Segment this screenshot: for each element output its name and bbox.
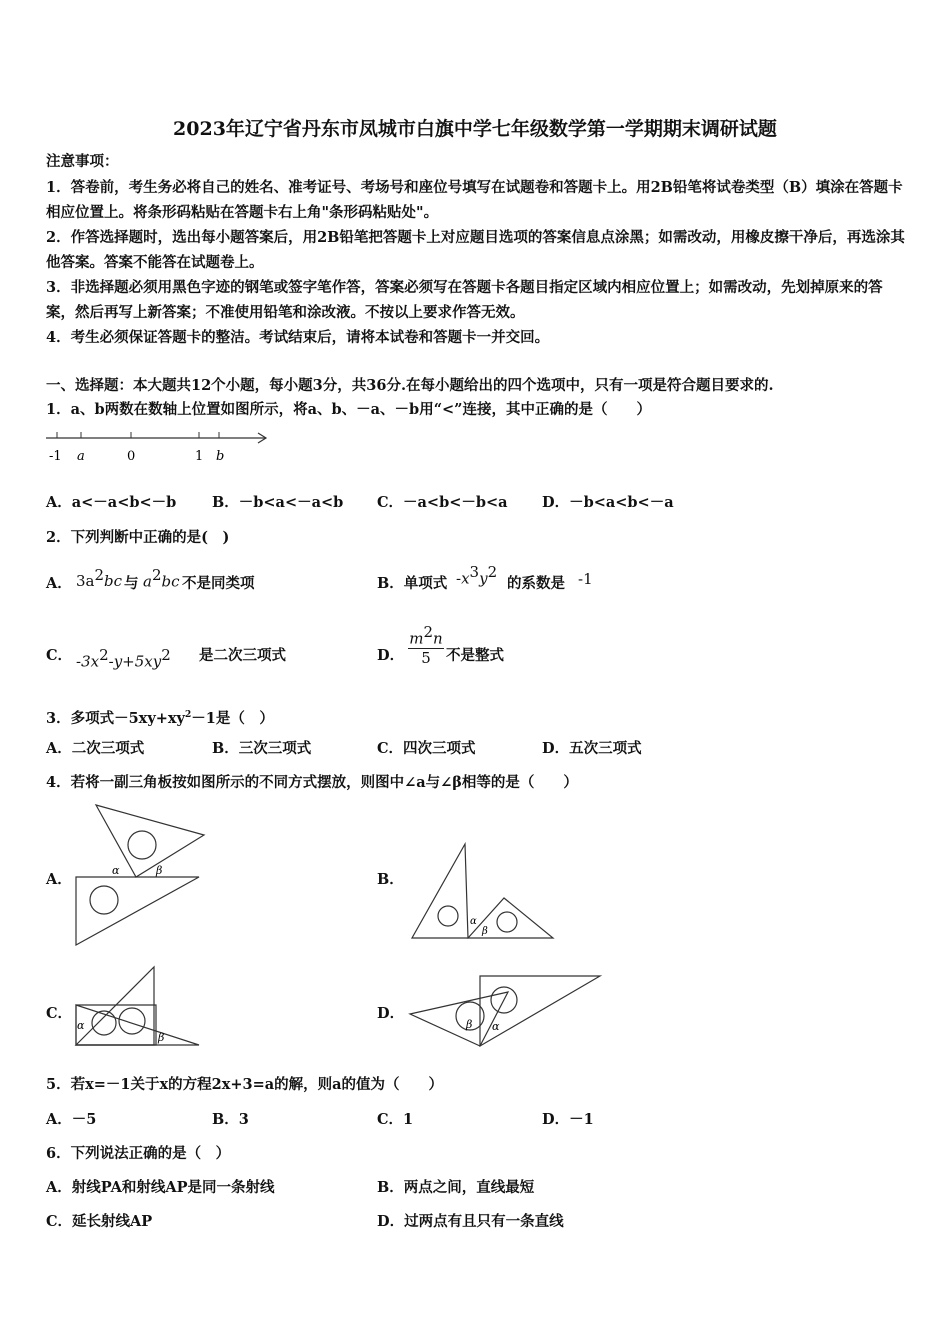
q1-stem: 1．a、b两数在数轴上位置如图所示，将a、b、－a、－b用“<”连接，其中正确的是（ ） <box>46 401 652 418</box>
axis-label-neg1: -1 <box>49 449 62 464</box>
q4c-alpha: α <box>77 1019 85 1032</box>
section-heading: 一、选择题：本大题共12个小题，每小题3分，共36分.在每小题给出的四个选项中，只有一项是符合题目要求的. <box>46 377 774 394</box>
q2-a-tail: 不是同类项 <box>182 575 255 592</box>
q6-stem: 6．下列说法正确的是（ ） <box>46 1145 231 1162</box>
q3-stem: 3．多项式$-5xy+xy^2-1$是（ ） <box>46 709 274 727</box>
q4d-alpha: α <box>492 1020 500 1033</box>
q4a-beta: β <box>156 864 163 877</box>
q4-option-a[interactable]: A． <box>46 871 72 888</box>
q2-c-math: $-3x^2-y+5xy^2$ <box>76 646 171 671</box>
q4a-alpha: α <box>112 864 120 877</box>
q2-option-d[interactable]: D． <box>377 647 405 664</box>
q4-figure-d <box>408 974 608 1050</box>
q2-option-b[interactable]: B．单项式 <box>377 575 448 592</box>
q2-d-fraction: $m^2n$ 5 <box>409 623 443 668</box>
q2-stem: 2．下列判断中正确的是( ) <box>46 529 230 546</box>
q4-option-d[interactable]: D． <box>377 1005 405 1022</box>
q2-c-tail: 是二次三项式 <box>199 647 286 664</box>
q4d-beta: β <box>466 1018 473 1031</box>
notice-item-1: 1．答卷前，考生务必将自己的姓名、准考证号、考场号和座位号填写在试题卷和答题卡上。用2B铅笔将试卷类型（B）填涂在答题卡相应位置上。将条形码粘贴在答题卡右上角"条形码粘贴处"。 <box>46 179 903 221</box>
q5-option-d[interactable]: D．－1 <box>542 1111 594 1128</box>
q4-figure-a <box>74 805 209 947</box>
axis-label-a: a <box>77 449 85 464</box>
q5-option-a[interactable]: A．－5 <box>46 1111 97 1128</box>
axis-label-b: b <box>216 449 225 464</box>
q5-option-c[interactable]: C．1 <box>377 1111 414 1128</box>
q3-option-c[interactable]: C．四次三项式 <box>377 740 476 757</box>
notice-item-4: 4．考生必须保证答题卡的整洁。考试结束后，请将本试卷和答题卡一并交回。 <box>46 329 550 346</box>
q3-option-d[interactable]: D．五次三项式 <box>542 740 642 757</box>
q2-option-a[interactable]: A． <box>46 575 72 592</box>
q4b-alpha: α <box>470 916 477 927</box>
q6-option-c[interactable]: C．延长射线AP <box>46 1213 153 1230</box>
q6-option-d[interactable]: D．过两点有且只有一条直线 <box>377 1213 564 1230</box>
q4-option-b[interactable]: B． <box>377 871 404 888</box>
q4-figure-c <box>74 965 204 1047</box>
q4c-beta: β <box>158 1031 165 1044</box>
q1-option-d[interactable]: D．－b<a<b<－a <box>542 494 674 511</box>
q4b-beta: β <box>482 926 488 937</box>
q2-d-tail: 不是整式 <box>446 647 504 664</box>
notice-heading: 注意事项： <box>46 153 119 170</box>
q5-stem: 5．若x=－1关于x的方程2x+3=a的解，则a的值为（ ） <box>46 1076 444 1093</box>
q1-option-b[interactable]: B．－b<a<－a<b <box>212 494 344 511</box>
q6-option-b[interactable]: B．两点之间，直线最短 <box>377 1179 535 1196</box>
notice-item-2: 2．作答选择题时，选出每小题答案后，用2B铅笔把答题卡上对应题目选项的答案信息点涂黑；如需改动，用橡皮擦干净后，再选涂其他答案。答案不能答在试题卷上。 <box>46 229 905 271</box>
page-title: 2023年辽宁省丹东市凤城市白旗中学七年级数学第一学期期末调研试题 <box>173 118 777 140</box>
notice-item-3: 3．非选择题必须用黑色字迹的钢笔或签字笔作答，答案必须写在答题卡各题目指定区域内相应位置上；如需改动，先划掉原来的答案，然后再写上新答案；不准使用铅笔和涂改液。不按以上要求作答无效。 <box>46 279 883 321</box>
q2-a-mid: 与 <box>124 575 139 592</box>
axis-label-0: 0 <box>127 449 136 464</box>
q2-option-c[interactable]: C． <box>46 647 73 664</box>
q1-option-a[interactable]: A．a<－a<b<－b <box>46 494 177 511</box>
q5-option-b[interactable]: B．3 <box>212 1111 249 1128</box>
q4-figure-b <box>410 842 560 946</box>
q2-b-tail: 的系数是 <box>507 575 565 592</box>
q4-stem: 4．若将一副三角板按如图所示的不同方式摆放，则图中∠a与∠β相等的是（ ） <box>46 774 578 791</box>
q2-b-math: $-x^3y^2$ <box>456 563 498 588</box>
axis-label-1: 1 <box>195 449 204 464</box>
q3-option-b[interactable]: B．三次三项式 <box>212 740 312 757</box>
q4-option-c[interactable]: C． <box>46 1005 73 1022</box>
q2-b-value: -1 <box>578 570 593 588</box>
number-line-figure <box>44 428 274 468</box>
q3-option-a[interactable]: A．二次三项式 <box>46 740 145 757</box>
q6-option-a[interactable]: A．射线PA和射线AP是同一条射线 <box>46 1179 275 1196</box>
q2-a-math2: $a^2bc$ <box>143 566 180 591</box>
q1-option-c[interactable]: C．－a<b<－b<a <box>377 494 508 511</box>
q2-a-math: $3a^2bc$ <box>76 566 123 590</box>
